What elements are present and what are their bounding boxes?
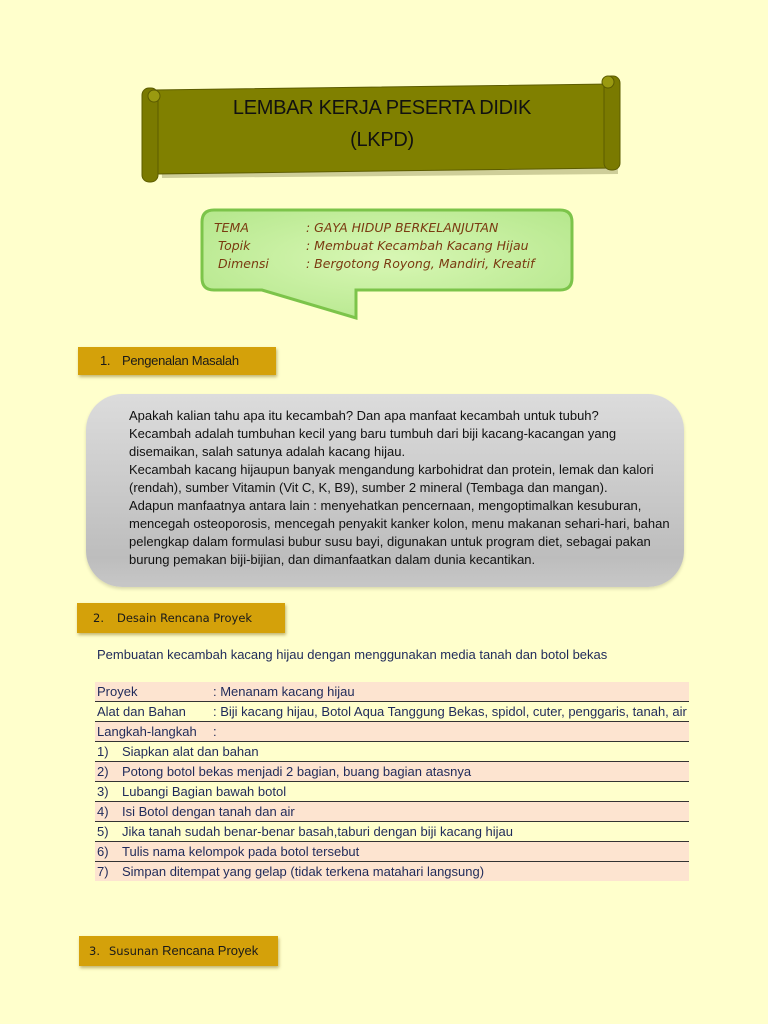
info-key: Dimensi <box>218 256 269 271</box>
step-number: 1) <box>97 744 109 759</box>
field-label: Langkah-langkah <box>97 724 197 739</box>
text-line: Kecambah kacang hijaupun banyak mengandung karbohidrat dan protein, lemak dan kalori <box>129 462 654 477</box>
plan-field-row <box>95 702 689 722</box>
field-label: Alat dan Bahan <box>97 704 186 719</box>
section-number: 3. <box>89 944 100 958</box>
section-title: Pengenalan Masalah <box>122 353 239 368</box>
title-line-1: LEMBAR KERJA PESERTA DIDIK <box>232 97 532 119</box>
step-text: Potong botol bekas menjadi 2 bagian, buang bagian atasnya <box>122 764 472 779</box>
section-number: 1. <box>100 353 111 368</box>
plan-step-row <box>95 802 689 822</box>
info-key: TEMA <box>214 220 249 235</box>
text-line: pelengkap dalam formulasi bubur susu bayi, digunakan untuk program diet, sebagai pakan <box>129 534 651 549</box>
step-number: 2) <box>97 764 109 779</box>
plan-field-row <box>95 722 689 742</box>
step-number: 7) <box>97 864 109 879</box>
info-bubble <box>192 204 582 326</box>
text-line: (rendah), sumber Vitamin (Vit C, K, B9), sumber 2 mineral (Tembaga dan mangan). <box>129 480 608 495</box>
field-label: Proyek <box>97 684 138 699</box>
info-value: : Bergotong Royong, Mandiri, Kreatif <box>306 256 535 271</box>
title-banner <box>140 70 624 190</box>
section-number: 2. <box>93 611 104 625</box>
field-value: : Biji kacang hijau, Botol Aqua Tanggung Bekas, spidol, cuter, penggaris, tanah, air <box>213 704 687 719</box>
text-line: Kecambah adalah tumbuhan kecil yang baru tumbuh dari biji kacang-kacangan yang <box>129 426 617 441</box>
step-text: Simpan ditempat yang gelap (tidak terkena matahari langsung) <box>122 864 485 879</box>
step-text: Isi Botol dengan tanah dan air <box>122 804 295 819</box>
field-value: : <box>213 724 217 739</box>
plan-step-row <box>95 822 689 842</box>
section-title: Desain Rencana Proyek <box>117 611 253 625</box>
step-number: 3) <box>97 784 109 799</box>
plan-field-row <box>95 682 689 702</box>
problem-text-box <box>86 394 684 587</box>
step-text: Jika tanah sudah benar-benar basah,taburi dengan biji kacang hijau <box>122 824 514 839</box>
section-header-3 <box>79 936 278 966</box>
section-title-part-2: Rencana Proyek <box>162 943 259 958</box>
info-value: : Membuat Kecambah Kacang Hijau <box>306 238 529 253</box>
plan-step-row <box>95 742 689 762</box>
section-header-2 <box>77 603 285 633</box>
page-title <box>140 92 624 156</box>
problem-text <box>129 407 669 569</box>
info-value: : GAYA HIDUP BERKELANJUTAN <box>306 220 499 235</box>
text-line: disemaikan, salah satunya adalah kacang hijau. <box>129 444 406 459</box>
section-title-part-1: Susunan <box>109 944 159 958</box>
text-line: burung pemakan biji-bijian, dan dimanfaatkan dalam dunia kecantikan. <box>129 552 536 567</box>
step-number: 6) <box>97 844 109 859</box>
step-text: Siapkan alat dan bahan <box>122 744 259 759</box>
text-line: mencegah osteoporosis, mencegah penyakit kanker kolon, menu makanan sehari-hari, bahan <box>129 516 670 531</box>
field-value: : Menanam kacang hijau <box>213 684 355 699</box>
step-number: 5) <box>97 824 109 839</box>
step-text: Lubangi Bagian bawah botol <box>122 784 287 799</box>
plan-step-row <box>95 762 689 782</box>
text-line: Adapun manfaatnya antara lain : menyehatkan pencernaan, mengoptimalkan kesuburan, <box>129 498 642 513</box>
info-key: Topik <box>218 238 251 253</box>
plan-step-row <box>95 782 689 802</box>
step-text: Tulis nama kelompok pada botol tersebut <box>122 844 360 859</box>
text-line: Apakah kalian tahu apa itu kecambah? Dan apa manfaat kecambah untuk tubuh? <box>129 408 599 423</box>
plan-step-row <box>95 842 689 862</box>
project-plan-table <box>95 682 689 881</box>
project-intro: Pembuatan kecambah kacang hijau dengan menggunakan media tanah dan botol bekas <box>97 647 608 662</box>
title-line-2: (LKPD) <box>350 129 414 151</box>
step-number: 4) <box>97 804 109 819</box>
plan-step-row <box>95 862 689 881</box>
section-header-1 <box>78 347 276 375</box>
